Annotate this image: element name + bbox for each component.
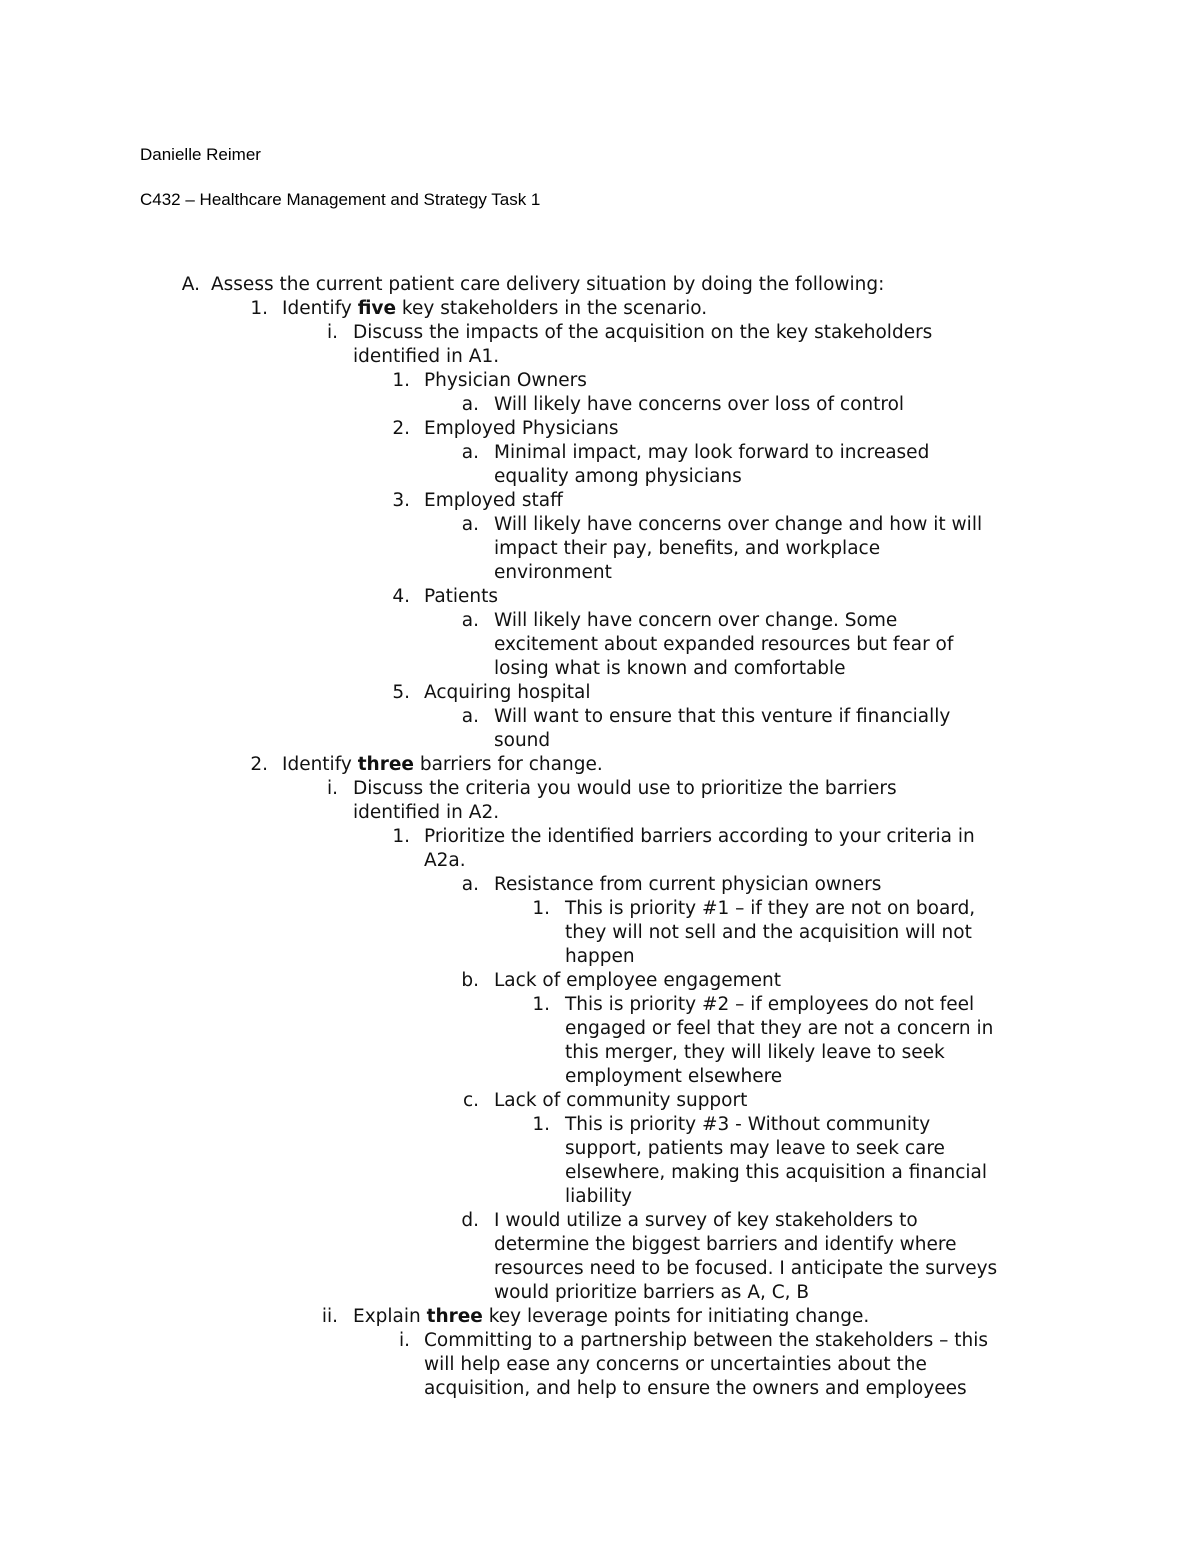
outline-line: [0, 1377, 1200, 1401]
outline-line: [0, 897, 1200, 921]
outline-line: [0, 297, 1200, 321]
outline-line: [0, 705, 1200, 729]
list-item-text: losing what is known and comfortable: [494, 658, 846, 679]
list-item-text: Patients: [424, 586, 499, 607]
list-marker: 1.: [392, 370, 410, 391]
list-item-text: impact their pay, benefits, and workplace: [494, 538, 881, 559]
list-item-text: Assess the current patient care delivery situation by doing the following:: [211, 274, 885, 295]
list-item-text: Prioritize the identified barriers according to your criteria in: [424, 826, 975, 847]
list-marker: 1.: [250, 298, 268, 319]
list-marker: ii.: [321, 1306, 338, 1327]
outline-line: [0, 1185, 1200, 1209]
list-marker: 2.: [392, 418, 410, 439]
outline-line: [0, 753, 1200, 777]
outline-line: [0, 441, 1200, 465]
list-item-text: Lack of community support: [494, 1090, 748, 1111]
list-marker: d.: [461, 1210, 479, 1231]
list-item-text: would prioritize barriers as A, C, B: [494, 1282, 810, 1303]
list-item-text: Acquiring hospital: [424, 682, 591, 703]
outline-line: [0, 585, 1200, 609]
list-item-text: resources need to be focused. I anticipate the surveys: [494, 1258, 998, 1279]
outline-line: [0, 1161, 1200, 1185]
list-marker: 2.: [250, 754, 268, 775]
list-item-text: Will likely have concerns over loss of control: [494, 394, 905, 415]
outline-line: [0, 777, 1200, 801]
list-marker: 1.: [532, 994, 550, 1015]
list-marker: 1.: [392, 826, 410, 847]
author-name: Danielle Reimer: [140, 145, 261, 164]
list-marker: i.: [398, 1330, 410, 1351]
outline-line: [0, 945, 1200, 969]
list-item-text: Will likely have concerns over change and how it will: [494, 514, 983, 535]
outline-line: [0, 1065, 1200, 1089]
outline-line: [0, 1113, 1200, 1137]
outline-line: [0, 369, 1200, 393]
list-marker: i.: [326, 778, 338, 799]
document-title: C432 – Healthcare Management and Strategy Task 1: [140, 190, 541, 209]
outline-line: [0, 633, 1200, 657]
outline-line: [0, 609, 1200, 633]
list-marker: A.: [181, 274, 200, 295]
list-marker: a.: [461, 514, 479, 535]
list-item-text: Minimal impact, may look forward to increased: [494, 442, 930, 463]
list-item-text: engaged or feel that they are not a concern in: [565, 1018, 994, 1039]
emphasis-text: three: [357, 754, 414, 775]
list-item-text: This is priority #3 - Without community: [565, 1114, 931, 1135]
list-marker: 3.: [392, 490, 410, 511]
list-item-text: This is priority #1 – if they are not on board,: [565, 898, 976, 919]
outline-line: [0, 1041, 1200, 1065]
outline-line: [0, 873, 1200, 897]
outline-line: [0, 465, 1200, 489]
list-item-text: sound: [494, 730, 551, 751]
outline-line: [0, 1329, 1200, 1353]
outline-line: [0, 1305, 1200, 1329]
outline-line: [0, 801, 1200, 825]
outline-line: [0, 1353, 1200, 1377]
outline-line: [0, 393, 1200, 417]
list-item-text: equality among physicians: [494, 466, 742, 487]
emphasis-text: three: [426, 1306, 483, 1327]
outline-line: [0, 1089, 1200, 1113]
list-item-text: excitement about expanded resources but fear of: [494, 634, 954, 655]
list-item-text: this merger, they will likely leave to seek: [565, 1042, 945, 1063]
outline-line: [0, 969, 1200, 993]
outline-line: [0, 1257, 1200, 1281]
outline-line: [0, 345, 1200, 369]
outline-line: [0, 825, 1200, 849]
list-marker: a.: [461, 610, 479, 631]
list-marker: 1.: [532, 1114, 550, 1135]
list-item-text: they will not sell and the acquisition will not: [565, 922, 972, 943]
list-marker: 4.: [392, 586, 410, 607]
list-item-text: Physician Owners: [424, 370, 587, 391]
outline-line: [0, 1233, 1200, 1257]
list-item-text: acquisition, and help to ensure the owners and employees: [424, 1378, 967, 1399]
emphasis-text: five: [357, 298, 397, 319]
list-item-text: Will likely have concern over change. Some: [494, 610, 898, 631]
outline-line: [0, 681, 1200, 705]
list-item-text: A2a.: [424, 850, 466, 871]
outline-line: [0, 1209, 1200, 1233]
list-marker: a.: [461, 874, 479, 895]
list-marker: a.: [461, 706, 479, 727]
list-item-text: Will want to ensure that this venture if financially: [494, 706, 951, 727]
outline-line: [0, 537, 1200, 561]
outline-line: [0, 1017, 1200, 1041]
outline-line: [0, 273, 1200, 297]
outline-line: [0, 417, 1200, 441]
list-item-text: identified in A1.: [353, 346, 500, 367]
outline-line: [0, 1281, 1200, 1305]
list-item-text: Identify three barriers for change.: [282, 754, 603, 775]
list-item-text: Lack of employee engagement: [494, 970, 782, 991]
list-marker: a.: [461, 442, 479, 463]
list-item-text: I would utilize a survey of key stakeholders to: [494, 1210, 918, 1231]
outline-line: [0, 849, 1200, 873]
list-marker: b.: [461, 970, 479, 991]
list-item-text: identified in A2.: [353, 802, 500, 823]
list-marker: a.: [461, 394, 479, 415]
list-item-text: Identify five key stakeholders in the scenario.: [282, 298, 708, 319]
list-item-text: Discuss the criteria you would use to prioritize the barriers: [353, 778, 897, 799]
list-item-text: Committing to a partnership between the stakeholders – this: [424, 1330, 988, 1351]
list-marker: c.: [462, 1090, 479, 1111]
list-item-text: determine the biggest barriers and identify where: [494, 1234, 957, 1255]
list-item-text: employment elsewhere: [565, 1066, 783, 1087]
list-item-text: support, patients may leave to seek care: [565, 1138, 945, 1159]
list-marker: i.: [326, 322, 338, 343]
outline-line: [0, 489, 1200, 513]
list-item-text: liability: [565, 1186, 632, 1207]
list-item-text: Resistance from current physician owners: [494, 874, 882, 895]
list-item-text: Employed Physicians: [424, 418, 619, 439]
outline-line: [0, 993, 1200, 1017]
list-item-text: elsewhere, making this acquisition a financial: [565, 1162, 987, 1183]
list-item-text: happen: [565, 946, 635, 967]
list-marker: 5.: [392, 682, 410, 703]
outline-line: [0, 513, 1200, 537]
outline-line: [0, 321, 1200, 345]
outline-line: [0, 921, 1200, 945]
list-marker: 1.: [532, 898, 550, 919]
outline-line: [0, 561, 1200, 585]
list-item-text: Employed staff: [424, 490, 563, 511]
list-item-text: Explain three key leverage points for initiating change.: [353, 1306, 870, 1327]
list-item-text: This is priority #2 – if employees do not feel: [565, 994, 975, 1015]
list-item-text: will help ease any concerns or uncertainties about the: [424, 1354, 927, 1375]
outline-line: [0, 729, 1200, 753]
outline-line: [0, 657, 1200, 681]
outline-line: [0, 1137, 1200, 1161]
list-item-text: Discuss the impacts of the acquisition on the key stakeholders: [353, 322, 933, 343]
list-item-text: environment: [494, 562, 612, 583]
